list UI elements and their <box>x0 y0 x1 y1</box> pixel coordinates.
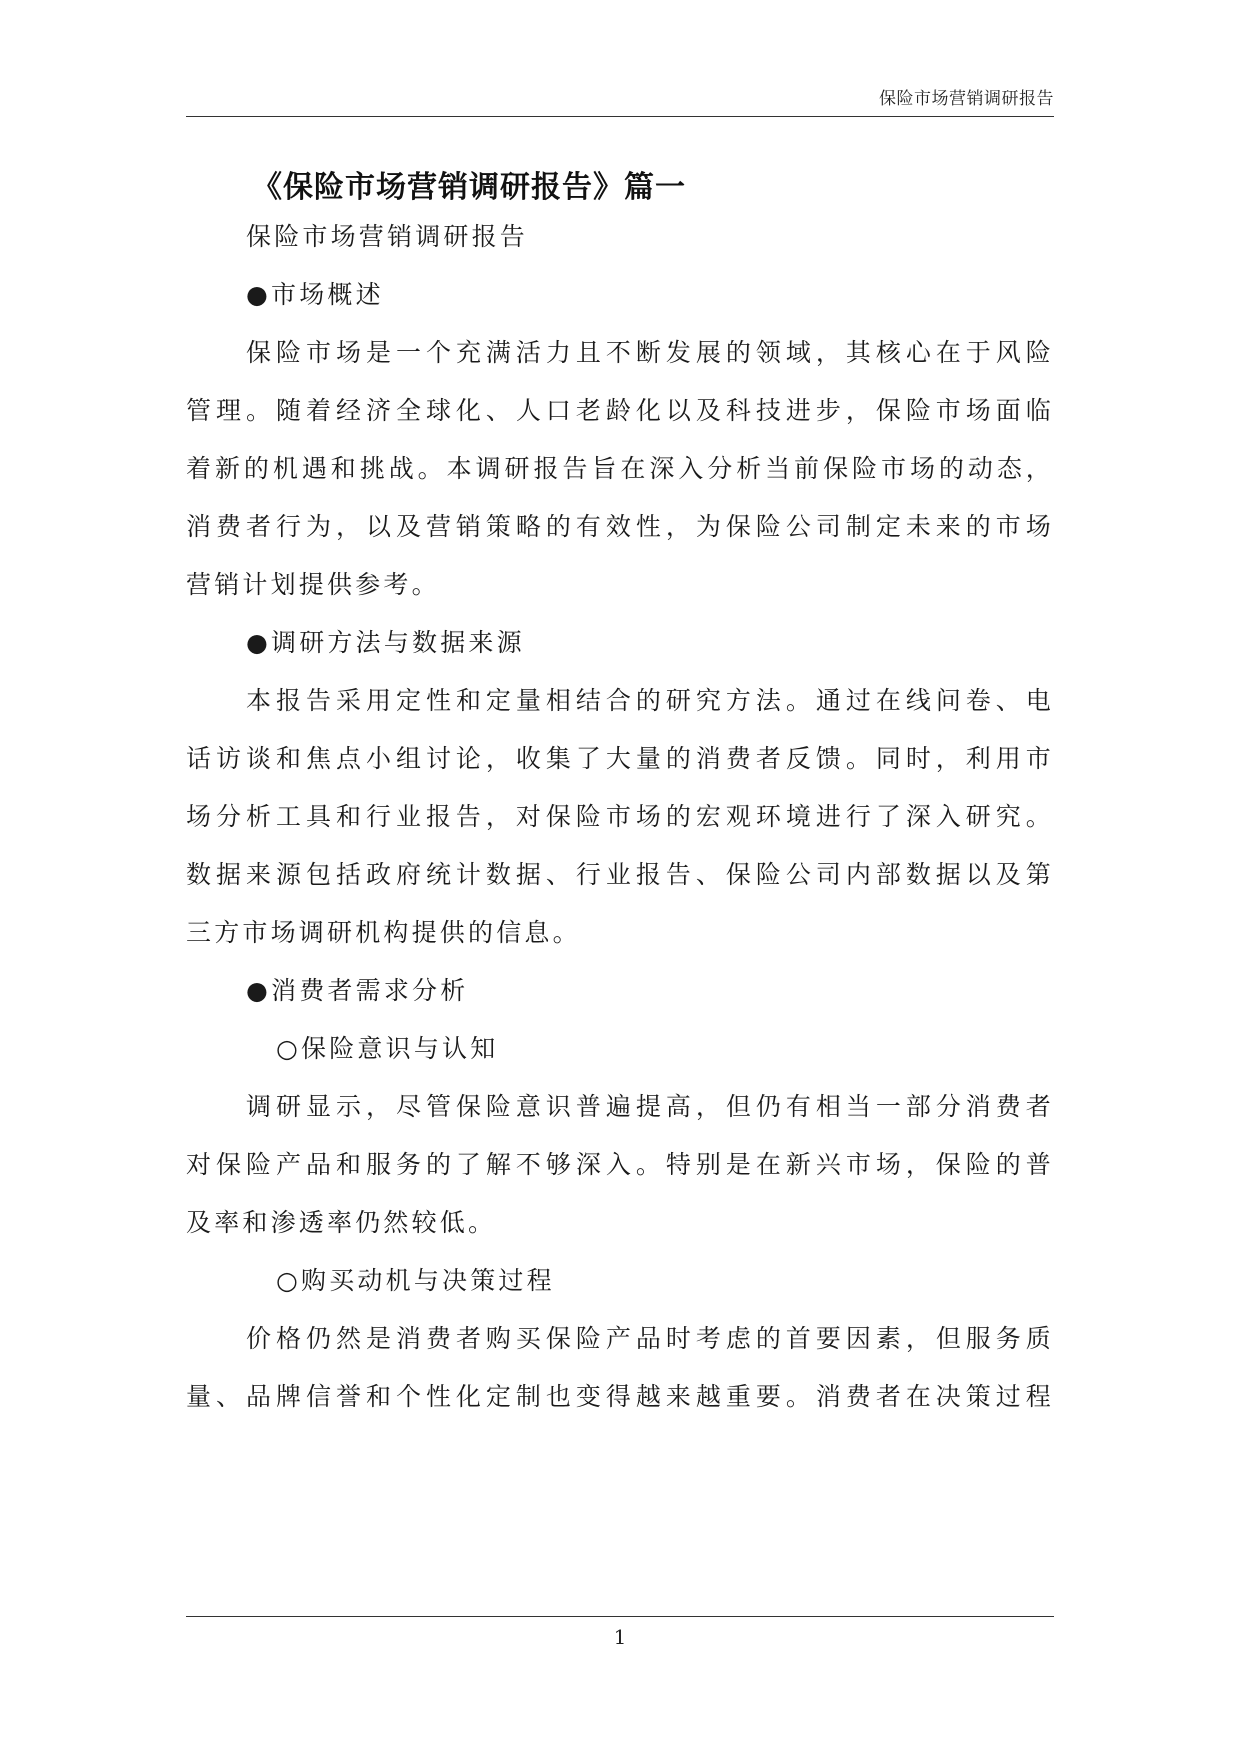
subsection-heading-awareness: ○保险意识与认知 <box>276 1034 499 1063</box>
header-divider <box>186 116 1054 117</box>
paragraph-line: 数据来源包括政府统计数据、行业报告、保险公司内部数据以及第 <box>186 860 1054 889</box>
subsection-heading-purchase-motivation: ○购买动机与决策过程 <box>276 1266 555 1295</box>
paragraph-line: 话访谈和焦点小组讨论，收集了大量的消费者反馈。同时，利用市 <box>186 744 1054 773</box>
footer-divider <box>186 1616 1054 1617</box>
page-number: 1 <box>613 1625 627 1649</box>
paragraph-line: 价格仍然是消费者购买保险产品时考虑的首要因素，但服务质 <box>246 1324 1054 1353</box>
paragraph-line: 三方市场调研机构提供的信息。 <box>186 918 581 947</box>
paragraph-line: 对保险产品和服务的了解不够深入。特别是在新兴市场，保险的普 <box>186 1150 1054 1179</box>
paragraph-line: 量、品牌信誉和个性化定制也变得越来越重要。消费者在决策过程 <box>186 1382 1054 1411</box>
section-heading-research-methods: ●调研方法与数据来源 <box>246 628 525 657</box>
paragraph-line: 调研显示，尽管保险意识普遍提高，但仍有相当一部分消费者 <box>246 1092 1054 1121</box>
document-title: 《保险市场营销调研报告》篇一 <box>252 170 686 205</box>
paragraph-line: 及率和渗透率仍然较低。 <box>186 1208 497 1237</box>
section-heading-market-overview: ●市场概述 <box>246 280 384 309</box>
subtitle-line: 保险市场营销调研报告 <box>246 222 529 251</box>
paragraph-line: 消费者行为，以及营销策略的有效性，为保险公司制定未来的市场 <box>186 512 1054 541</box>
paragraph-line: 着新的机遇和挑战。本调研报告旨在深入分析当前保险市场的动态， <box>186 454 1054 483</box>
paragraph-line: 保险市场是一个充满活力且不断发展的领域，其核心在于风险 <box>246 338 1054 367</box>
paragraph-line: 营销计划提供参考。 <box>186 570 440 599</box>
running-header: 保险市场营销调研报告 <box>879 89 1054 109</box>
paragraph-line: 场分析工具和行业报告，对保险市场的宏观环境进行了深入研究。 <box>186 802 1054 831</box>
section-heading-consumer-demand: ●消费者需求分析 <box>246 976 469 1005</box>
paragraph-line: 管理。随着经济全球化、人口老龄化以及科技进步，保险市场面临 <box>186 396 1054 425</box>
paragraph-line: 本报告采用定性和定量相结合的研究方法。通过在线问卷、电 <box>246 686 1054 715</box>
